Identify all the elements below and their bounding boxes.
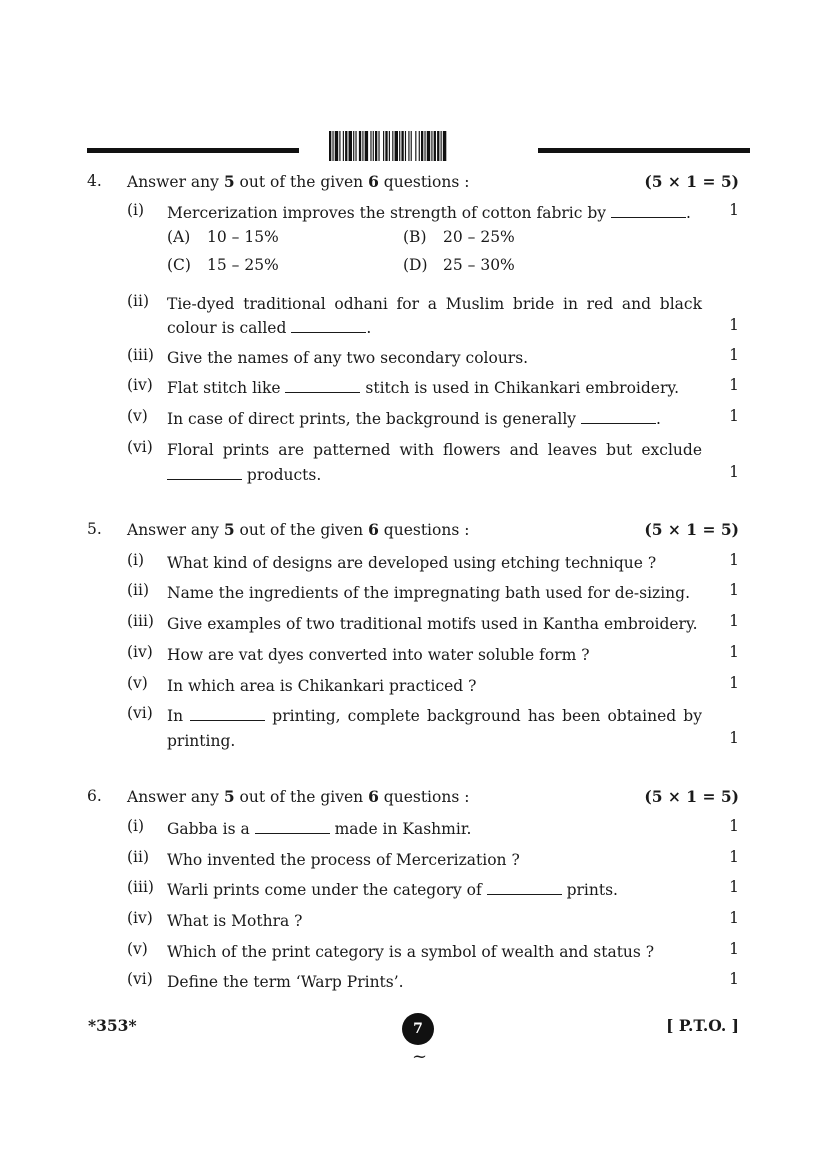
item-number: (ii) — [127, 292, 150, 310]
header-rule-left — [87, 148, 299, 153]
item-number: (ii) — [127, 848, 150, 866]
item-text: What kind of designs are developed using etching technique ? — [167, 554, 657, 572]
item-text: Who invented the process of Mercerization ? — [167, 851, 520, 869]
item-text: How are vat dyes converted into water soluble form ? — [167, 646, 590, 664]
question-4-header — [87, 172, 739, 194]
item-text-line2: products. — [167, 463, 702, 488]
item-mark: 1 — [729, 848, 739, 866]
item-mark: 1 — [729, 612, 739, 630]
item-number: (iii) — [127, 612, 154, 630]
item-text: Define the term ‘Warp Prints’. — [167, 973, 404, 991]
item-text: Mercerization improves the strength of cotton fabric by . — [167, 204, 691, 222]
question-marks: (5 × 1 = 5) — [644, 520, 739, 539]
item-number: (i) — [127, 201, 145, 219]
question-number: 5. — [87, 520, 102, 538]
item-mark: 1 — [729, 940, 739, 958]
question-5-header — [87, 520, 739, 542]
item-mark: 1 — [729, 407, 739, 425]
item-number: (i) — [127, 817, 145, 835]
page-number: 7 — [402, 1013, 434, 1045]
item-mark: 1 — [729, 909, 739, 927]
item-mark: 1 — [729, 643, 739, 661]
item-mark: 1 — [729, 674, 739, 692]
answer-blank — [190, 706, 265, 721]
item-text: Warli prints come under the category of prints. — [167, 881, 618, 899]
question-marks: (5 × 1 = 5) — [644, 787, 739, 806]
answer-blank — [487, 880, 562, 895]
item-mark: 1 — [729, 376, 739, 394]
answer-blank — [255, 819, 330, 834]
question-6-header — [87, 787, 739, 809]
question-instruction: Answer any 5 out of the given 6 questions : — [127, 172, 470, 191]
item-number: (iii) — [127, 878, 154, 896]
item-text: Flat stitch like stitch is used in Chikankari embroidery. — [167, 379, 679, 397]
question-marks: (5 × 1 = 5) — [644, 172, 739, 191]
item-mark: 1 — [729, 551, 739, 569]
item-number: (v) — [127, 674, 148, 692]
question-number: 4. — [87, 172, 102, 190]
item-number: (vi) — [127, 438, 153, 456]
item-text: In which area is Chikankari practiced ? — [167, 677, 477, 695]
answer-blank — [285, 378, 360, 393]
item-text: What is Mothra ? — [167, 912, 303, 930]
item-mark: 1 — [729, 463, 739, 481]
item-text: Give examples of two traditional motifs used in Kantha embroidery. — [167, 615, 698, 633]
tilde-mark: ~ — [412, 1046, 428, 1067]
item-text: In case of direct prints, the background is generally . — [167, 410, 661, 428]
answer-blank — [611, 203, 686, 218]
question-instruction: Answer any 5 out of the given 6 questions : — [127, 520, 470, 539]
item-mark: 1 — [729, 729, 739, 747]
item-text-line2: colour is called . — [167, 319, 372, 337]
item-text-line1: Floral prints are patterned with flowers and leaves but exclude — [167, 441, 702, 459]
item-number: (ii) — [127, 581, 150, 599]
item-text-line1: In printing, complete background has been obtained by — [167, 707, 702, 725]
answer-blank — [291, 318, 366, 333]
item-text-line1: Tie-dyed traditional odhani for a Muslim bride in red and black — [167, 295, 702, 313]
answer-blank — [167, 465, 242, 480]
item-number: (iv) — [127, 376, 153, 394]
item-mark: 1 — [729, 201, 739, 219]
item-text: Give the names of any two secondary colours. — [167, 349, 529, 367]
item-number: (v) — [127, 940, 148, 958]
item-text: Gabba is a made in Kashmir. — [167, 820, 472, 838]
item-number: (iii) — [127, 346, 154, 364]
item-number: (vi) — [127, 704, 153, 722]
item-mark: 1 — [729, 817, 739, 835]
header-rule-right — [538, 148, 750, 153]
item-mark: 1 — [729, 878, 739, 896]
pto-label: [ P.T.O. ] — [666, 1016, 739, 1035]
item-number: (i) — [127, 551, 145, 569]
item-number: (vi) — [127, 970, 153, 988]
item-mark: 1 — [729, 970, 739, 988]
question-instruction: Answer any 5 out of the given 6 questions : — [127, 787, 470, 806]
item-mark: 1 — [729, 316, 739, 334]
item-text-line2: printing. — [167, 732, 236, 750]
item-mark: 1 — [729, 346, 739, 364]
answer-blank — [581, 409, 656, 424]
item-number: (v) — [127, 407, 148, 425]
barcode — [329, 131, 495, 161]
item-text: Which of the print category is a symbol of wealth and status ? — [167, 943, 655, 961]
item-mark: 1 — [729, 581, 739, 599]
paper-code: *353* — [88, 1016, 137, 1035]
item-number: (iv) — [127, 643, 153, 661]
question-number: 6. — [87, 787, 102, 805]
item-number: (iv) — [127, 909, 153, 927]
item-text: Name the ingredients of the impregnating bath used for de-sizing. — [167, 584, 690, 602]
